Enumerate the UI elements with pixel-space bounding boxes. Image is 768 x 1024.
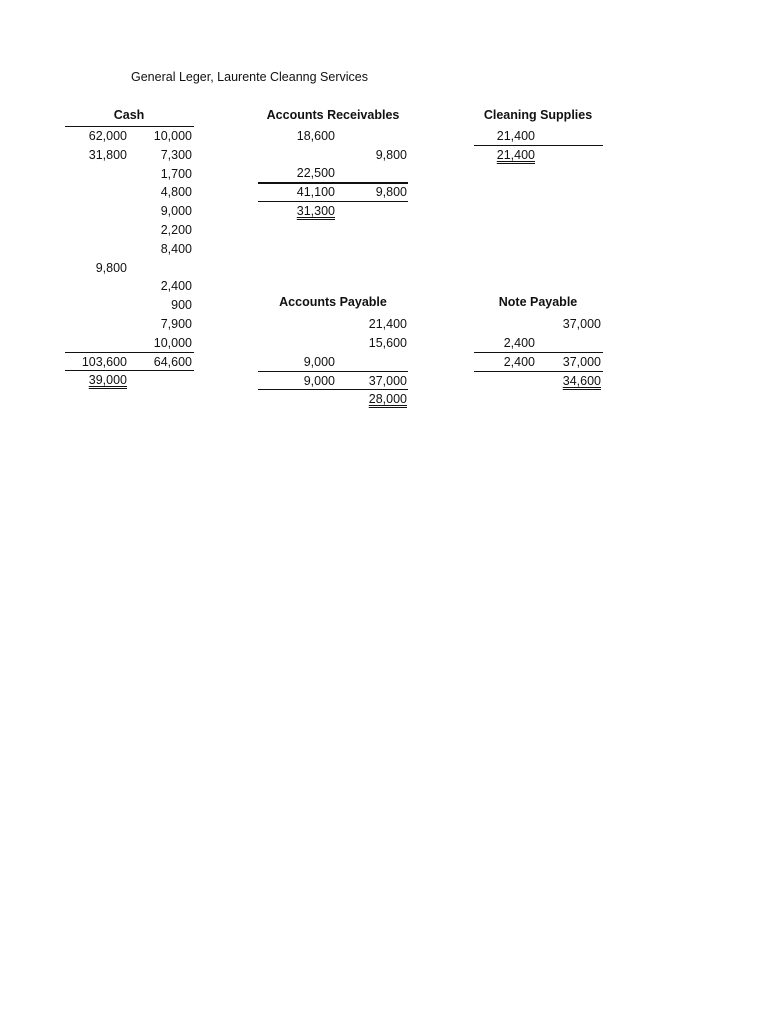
supplies-balance-rule (474, 145, 603, 146)
ap-credit: 15,600 (368, 336, 407, 350)
cash-credit: 900 (171, 298, 192, 312)
ap-debit-total: 9,000 (303, 374, 335, 388)
cash-credit: 2,400 (160, 279, 192, 293)
supplies-debit: 21,400 (496, 129, 535, 143)
cash-debit-total: 103,600 (81, 355, 127, 369)
ap-debit: 9,000 (303, 355, 335, 369)
ar-balance: 31,300 (296, 204, 335, 218)
np-credit-total: 37,000 (562, 355, 601, 369)
cash-credit: 8,400 (160, 242, 192, 256)
ap-title: Accounts Payable (279, 295, 387, 309)
cash-credit: 1,700 (160, 167, 192, 181)
cash-balance: 39,000 (88, 373, 127, 387)
ar-credit: 9,800 (375, 148, 407, 162)
np-credit: 37,000 (562, 317, 601, 331)
cash-credit: 9,000 (160, 204, 192, 218)
cash-balance-rule (65, 370, 194, 371)
ap-balance: 28,000 (368, 392, 407, 406)
ar-debit-total: 41,100 (296, 185, 335, 199)
ar-debit: 22,500 (296, 166, 335, 180)
cash-credit: 2,200 (160, 223, 192, 237)
ap-credit: 21,400 (368, 317, 407, 331)
ar-debit: 18,600 (296, 129, 335, 143)
cash-debit: 9,800 (95, 261, 127, 275)
cash-debit: 62,000 (88, 129, 127, 143)
cash-credit: 10,000 (153, 129, 192, 143)
np-balance: 34,600 (562, 374, 601, 388)
cash-debit: 31,800 (88, 148, 127, 162)
supplies-title: Cleaning Supplies (483, 108, 593, 122)
np-debit-total: 2,400 (503, 355, 535, 369)
cash-credit: 7,300 (160, 148, 192, 162)
np-debit: 2,400 (503, 336, 535, 350)
ap-credit-total: 37,000 (368, 374, 407, 388)
ar-credit-total: 9,800 (375, 185, 407, 199)
page-title: General Leger, Laurente Cleanng Services (131, 70, 368, 84)
ar-title: Accounts Receivables (266, 108, 400, 122)
cash-credit-total: 64,600 (153, 355, 192, 369)
cash-credit: 4,800 (160, 185, 192, 199)
cash-credit: 10,000 (153, 336, 192, 350)
cash-credit: 7,900 (160, 317, 192, 331)
np-title: Note Payable (498, 295, 578, 309)
supplies-balance: 21,400 (496, 148, 535, 162)
cash-title: Cash (113, 108, 145, 122)
